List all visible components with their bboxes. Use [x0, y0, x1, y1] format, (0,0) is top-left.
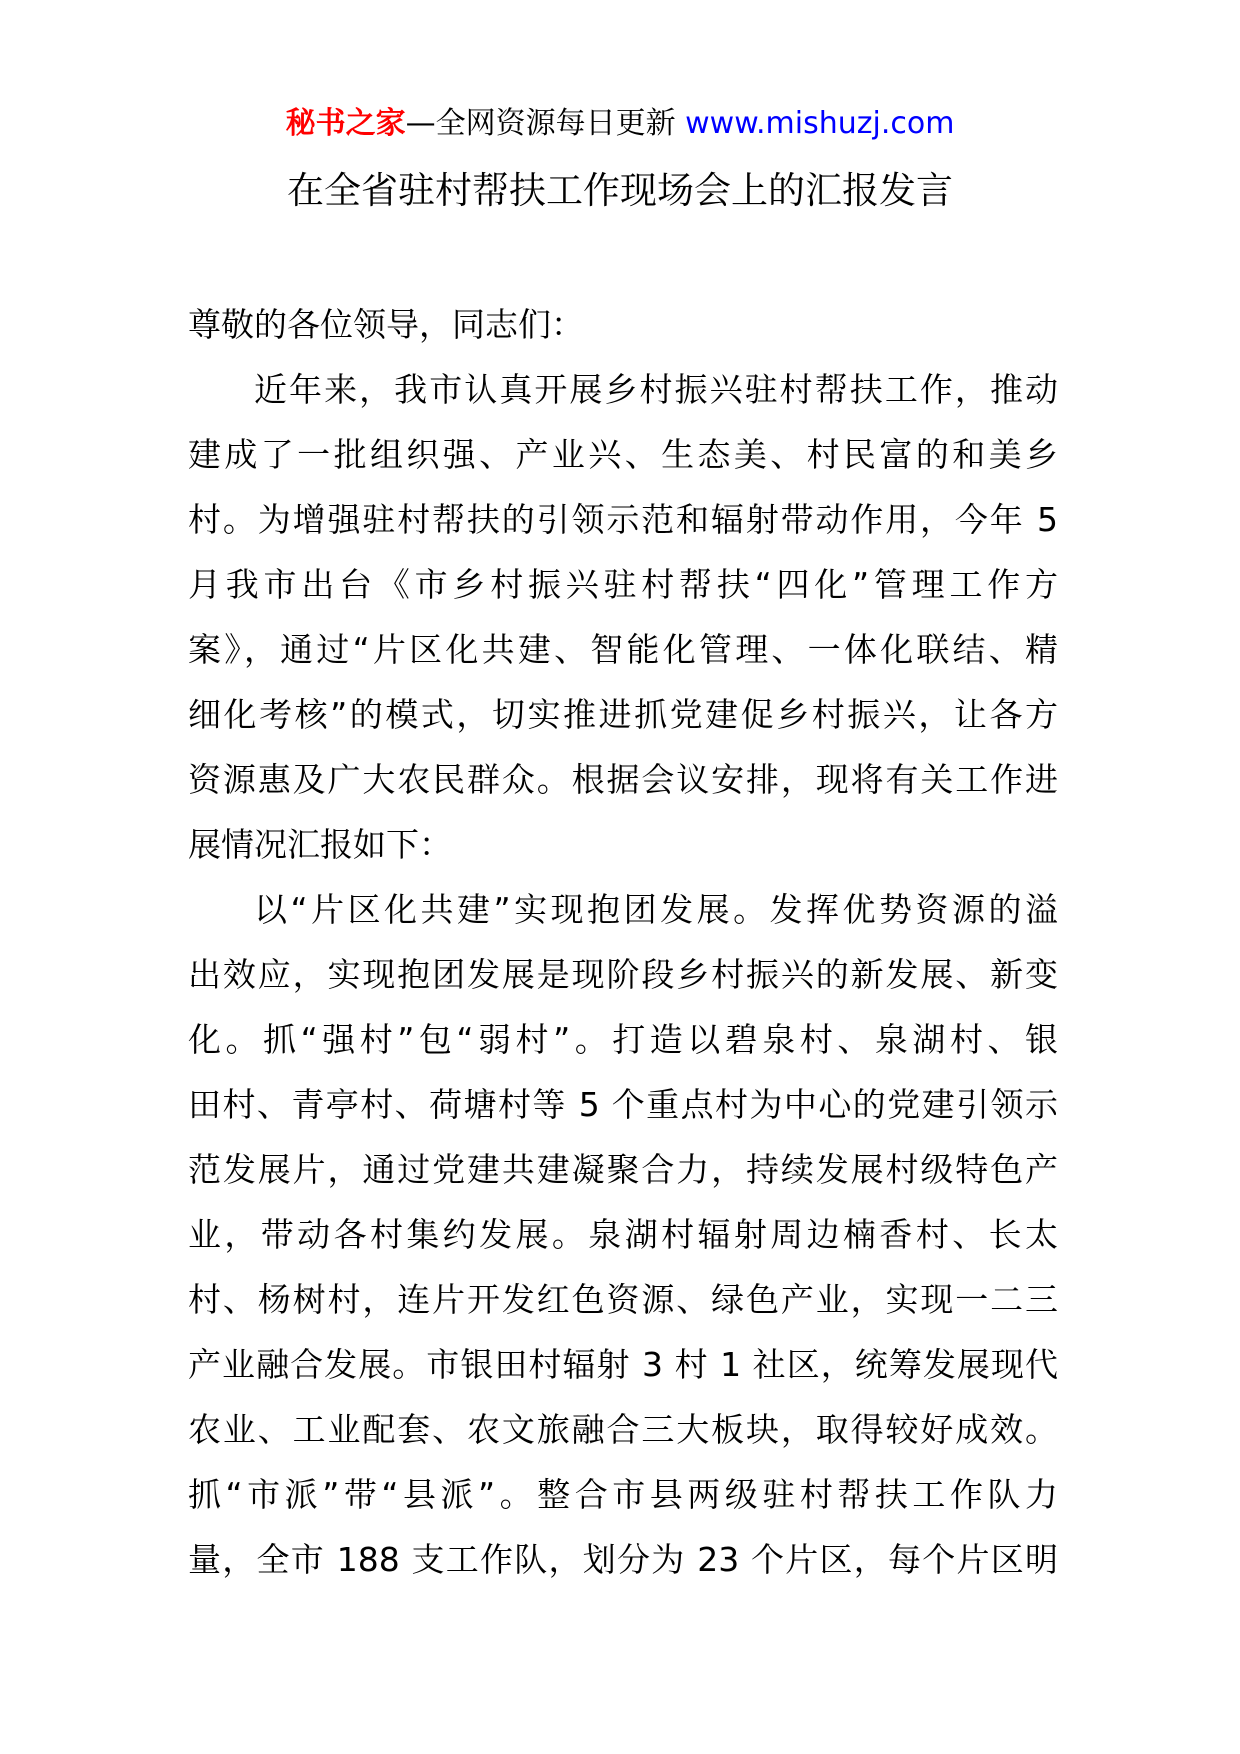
- site-header: [0, 104, 1240, 144]
- salutation-line: 尊敬的各位领导，同志们：: [188, 305, 584, 344]
- paragraph-line: 村。为增强驻村帮扶的引领示范和辐射带动作用，今年 5: [188, 500, 1058, 539]
- paragraph-line: 化。抓“强村”包“弱村”。打造以碧泉村、泉湖村、银: [188, 1020, 1058, 1059]
- paragraph-line: 业，带动各村集约发展。泉湖村辐射周边楠香村、长太: [188, 1215, 1058, 1254]
- paragraph-line: 展情况汇报如下：: [188, 825, 452, 864]
- site-url-link[interactable]: www.mishuzj.com: [685, 106, 955, 141]
- paragraph-line: 细化考核”的模式，切实推进抓党建促乡村振兴，让各方: [188, 695, 1058, 734]
- document-title: 在全省驻村帮扶工作现场会上的汇报发言: [287, 169, 953, 212]
- paragraph-line: 产业融合发展。市银田村辐射 3 村 1 社区，统筹发展现代: [188, 1345, 1058, 1384]
- paragraph-line: 案》，通过“片区化共建、智能化管理、一体化联结、精: [188, 630, 1058, 669]
- paragraph-line: 抓“市派”带“县派”。整合市县两级驻村帮扶工作队力: [188, 1475, 1058, 1514]
- document-body: [188, 292, 1058, 1592]
- paragraph-line: 近年来，我市认真开展乡村振兴驻村帮扶工作，推动: [254, 370, 1058, 409]
- paragraph-line: 量，全市 188 支工作队，划分为 23 个片区，每个片区明: [188, 1540, 1058, 1579]
- paragraph-line: 建成了一批组织强、产业兴、生态美、村民富的和美乡: [188, 435, 1058, 474]
- paragraph-line: 田村、青亭村、荷塘村等 5 个重点村为中心的党建引领示: [188, 1085, 1058, 1124]
- brand-name: 秘书之家: [285, 106, 406, 141]
- paragraph-line: 以“片区化共建”实现抱团发展。发挥优势资源的溢: [254, 890, 1058, 929]
- paragraph-line: 资源惠及广大农民群众。根据会议安排，现将有关工作进: [188, 760, 1058, 799]
- header-slogan: —全网资源每日更新: [405, 106, 686, 141]
- paragraph-line: 出效应，实现抱团发展是现阶段乡村振兴的新发展、新变: [188, 955, 1058, 994]
- paragraph-line: 农业、工业配套、农文旅融合三大板块，取得较好成效。: [188, 1410, 1058, 1449]
- paragraph-line: 村、杨树村，连片开发红色资源、绿色产业，实现一二三: [188, 1280, 1058, 1319]
- paragraph-line: 范发展片，通过党建共建凝聚合力，持续发展村级特色产: [188, 1150, 1058, 1189]
- paragraph-line: 月我市出台《市乡村振兴驻村帮扶“四化”管理工作方: [188, 565, 1058, 604]
